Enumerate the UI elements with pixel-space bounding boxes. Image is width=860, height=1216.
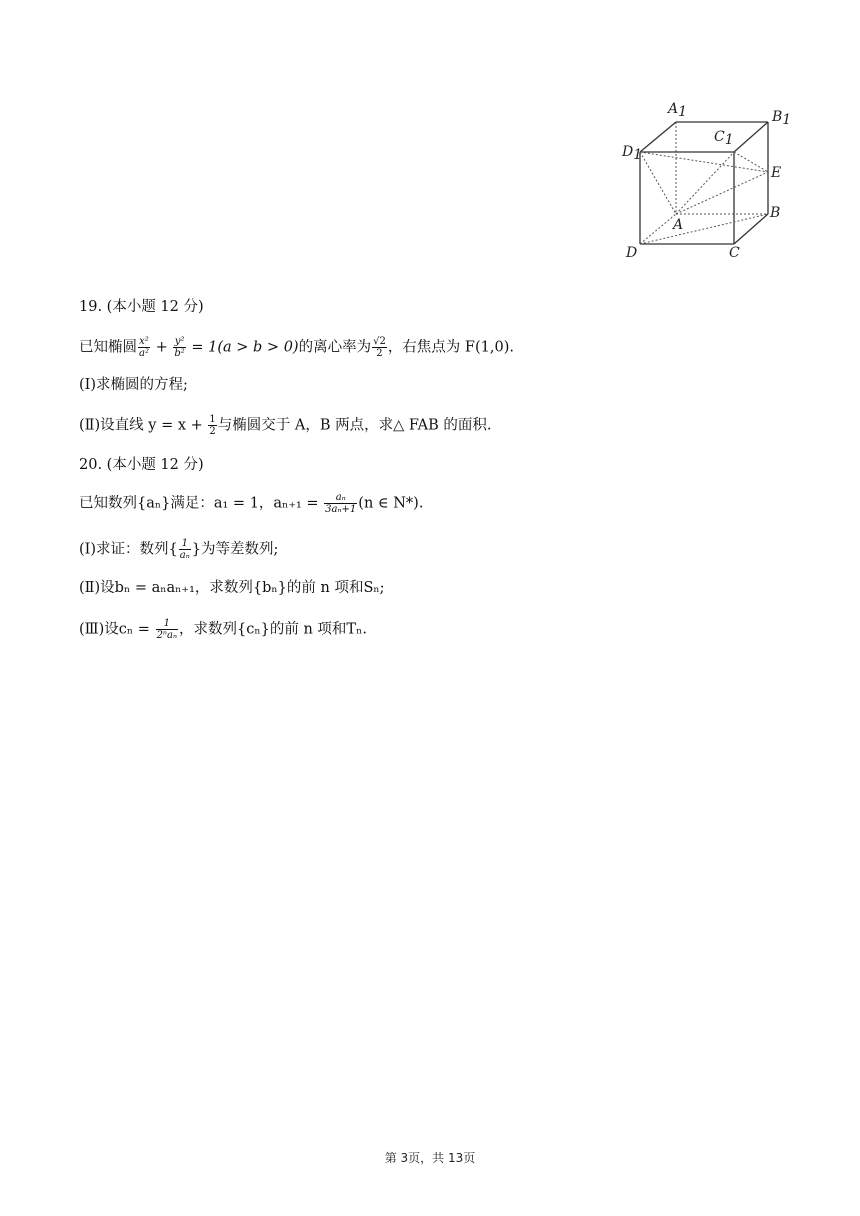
p19-equation: = 1(a > b > 0) bbox=[191, 339, 299, 356]
p19-part2-suffix: 与椭圆交于 A，B 两点，求△ FAB 的面积. bbox=[217, 417, 492, 434]
problem-20-part-3 bbox=[79, 618, 367, 641]
label-c: C bbox=[729, 245, 740, 261]
cube-figure bbox=[618, 96, 814, 266]
line-d-b bbox=[640, 214, 768, 244]
p19-part2-prefix: (Ⅱ)设直线 y = x + bbox=[79, 417, 203, 434]
p19-stem-prefix: 已知椭圆 bbox=[79, 339, 137, 356]
line-a-e bbox=[676, 172, 768, 214]
problem-20-heading: 20. (本小题 12 分) bbox=[79, 457, 204, 473]
label-b1: B1 bbox=[772, 109, 792, 128]
fraction-an-3an1: $\frac{\text{aₙ}}{\text{3aₙ+1}}$ bbox=[325, 492, 357, 515]
p19-stem-suffix: ，右焦点为 F(1,0). bbox=[387, 339, 514, 356]
p20-part1-prefix: (Ⅰ)求证：数列{ bbox=[79, 541, 178, 558]
fraction-1-an: $\frac{1}{\text{aₙ}}$ bbox=[179, 538, 190, 561]
label-d1: D1 bbox=[622, 144, 643, 163]
problem-19-stem: 已知椭圆 $\frac{\text{x²}}{\text{a²}}$ + $\frac{\text{y²}}{\text{b²}}$ = 1(a > b > 0)的离心率为 $\frac{√2}{2}$ ，右焦点为 F(1,0). bbox=[79, 336, 514, 359]
edge-c-b bbox=[734, 214, 768, 244]
cube-diagram bbox=[618, 96, 814, 266]
fraction-x2-a2: $\frac{\text{x²}}{\text{a²}}$ bbox=[139, 336, 149, 359]
label-b: B bbox=[770, 205, 781, 221]
edge-d-a-hidden bbox=[640, 214, 676, 244]
page-footer: 第 3页，共 13页 bbox=[384, 1151, 476, 1165]
p20-part1-suffix: }为等差数列; bbox=[191, 541, 279, 558]
p20-part3-prefix: (Ⅲ)设cₙ = bbox=[79, 621, 150, 638]
line-d1-e bbox=[640, 152, 768, 172]
problem-20-part-1 bbox=[79, 538, 278, 561]
p20-stem-suffix: (n ∈ N*). bbox=[358, 495, 424, 512]
edge-c1-b1 bbox=[734, 122, 768, 152]
label-a1: A1 bbox=[668, 101, 688, 120]
label-c1: C1 bbox=[714, 129, 734, 148]
fraction-sqrt2-2: $\frac{√2}{2}$ bbox=[373, 336, 386, 359]
fraction-y2-b2: $\frac{\text{y²}}{\text{b²}}$ bbox=[174, 336, 185, 359]
label-a: A bbox=[673, 217, 684, 233]
label-d: D bbox=[626, 245, 638, 261]
problem-19-part-1: (Ⅰ)求椭圆的方程; bbox=[79, 377, 188, 393]
label-e: E bbox=[771, 165, 782, 181]
problem-19-part-2 bbox=[79, 414, 492, 437]
p20-part3-suffix: ，求数列{cₙ}的前 n 项和Tₙ. bbox=[179, 621, 367, 638]
fraction-1-2: $\frac{1}{2}$ bbox=[209, 414, 216, 437]
fraction-1-2nan: $\frac{1}{\text{2ⁿaₙ}}$ bbox=[156, 618, 177, 641]
problem-20-stem bbox=[79, 492, 423, 515]
line-d1-a bbox=[640, 152, 676, 214]
p19-stem-mid: 的离心率为 bbox=[298, 339, 372, 356]
line-a-c1 bbox=[676, 152, 734, 214]
edge-d1-a1 bbox=[640, 122, 676, 152]
p20-stem-prefix: 已知数列{aₙ}满足：a₁ = 1，aₙ₊₁ = bbox=[79, 495, 319, 512]
problem-19-heading: 19. (本小题 12 分) bbox=[79, 299, 204, 315]
problem-20-part-2: (Ⅱ)设bₙ = aₙaₙ₊₁，求数列{bₙ}的前 n 项和Sₙ; bbox=[79, 580, 385, 596]
